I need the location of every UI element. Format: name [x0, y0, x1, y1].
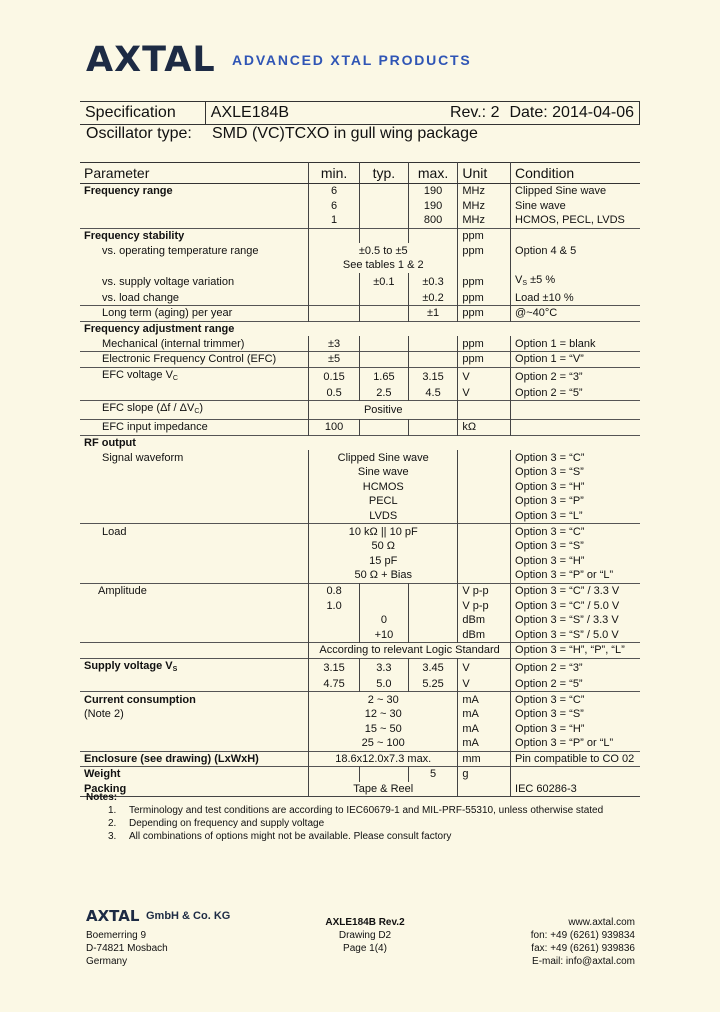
cell: V: [458, 386, 511, 401]
param-stab-load: vs. load change: [80, 291, 309, 306]
cell: mm: [458, 751, 511, 767]
cell: 4.5: [408, 386, 458, 401]
table-row: [80, 539, 640, 554]
cell: ±0.3: [408, 273, 458, 291]
param-efc: Electronic Frequency Control (EFC): [80, 351, 309, 367]
cell: ±3: [309, 336, 360, 351]
company-slogan: ADVANCED XTAL PRODUCTS: [232, 52, 472, 68]
col-unit: Unit: [458, 163, 511, 184]
cell: 190: [408, 199, 458, 214]
cell: Clipped Sine wave: [309, 450, 458, 465]
table-row: [80, 767, 640, 782]
footer-fax: fax: +49 (6261) 939836: [531, 943, 635, 954]
cell: Option 3 = “S” / 5.0 V: [511, 627, 640, 642]
cell: V: [458, 658, 511, 677]
table-row: [80, 367, 640, 386]
footer-company: GmbH & Co. KG: [146, 910, 231, 922]
footer-address-2: D-74821 Mosbach: [86, 943, 168, 954]
table-row: [80, 782, 640, 797]
spec-rev: Rev.: 2: [425, 102, 505, 125]
cell: Option 2 = “5”: [511, 386, 640, 401]
table-row: [80, 509, 640, 524]
footer-tel: fon: +49 (6261) 939834: [530, 930, 635, 941]
col-condition: Condition: [511, 163, 640, 184]
spec-label: Specification: [80, 102, 205, 125]
cell: ppm: [458, 306, 511, 322]
footer-address-3: Germany: [86, 956, 128, 967]
cell: Option 3 = “C” / 5.0 V: [511, 598, 640, 613]
param-stab-temp: vs. operating temperature range: [80, 243, 309, 258]
cell: +10: [360, 627, 409, 642]
osc-label: Oscillator type:: [86, 125, 192, 142]
table-row: [80, 627, 640, 642]
cell: 2 ~ 30: [309, 692, 458, 707]
footer-web[interactable]: www.axtal.com: [568, 917, 635, 928]
param-efc-slope: EFC slope $(\Delta f / \Delta V_C)$: [80, 401, 309, 420]
cell: mA: [458, 736, 511, 751]
cell: Option 3 = “P” or “L”: [511, 736, 640, 751]
table-row: [80, 524, 640, 539]
col-parameter: Parameter: [80, 163, 309, 184]
cell: Option 3 = “H”: [511, 553, 640, 568]
table-row: [80, 243, 640, 258]
cell: Option 3 = “H”: [511, 480, 640, 495]
param-supply-voltage: Supply voltage $V_S$: [80, 658, 309, 677]
cell: 5: [408, 767, 458, 782]
cell: 3.3: [360, 658, 409, 677]
cell: mA: [458, 692, 511, 707]
cell: Tape & Reel: [309, 782, 458, 797]
param-freq-stability: Frequency stability: [80, 228, 309, 243]
cell: mA: [458, 721, 511, 736]
cell: 3.45: [408, 658, 458, 677]
param-load: Load: [80, 524, 309, 539]
footer-doc: AXLE184B Rev.2: [325, 917, 405, 928]
cell: 50 Ω + Bias: [309, 568, 458, 583]
table-row: [80, 213, 640, 228]
cell: Option 2 = “5”: [511, 677, 640, 692]
table-row: [80, 751, 640, 767]
cell: ±0.2: [408, 291, 458, 306]
cell: 0.15: [309, 367, 360, 386]
cell: Option 3 = “P”: [511, 494, 640, 509]
cell: MHz: [458, 213, 511, 228]
cell: kΩ: [458, 420, 511, 436]
cell: 0: [360, 613, 409, 628]
cell: See tables 1 & 2: [309, 258, 458, 273]
table-row: [80, 420, 640, 436]
cell: According to relevant Logic Standard: [309, 643, 511, 659]
cell: Option 3 = “S”: [511, 465, 640, 480]
cell: 6: [309, 199, 360, 214]
cell: ppm: [458, 228, 511, 243]
table-row: [80, 613, 640, 628]
cell: Option 2 = “3”: [511, 658, 640, 677]
cell: [360, 598, 409, 613]
cell: [360, 583, 409, 598]
cell: HCMOS, PECL, LVDS: [511, 213, 640, 228]
table-row: [80, 553, 640, 568]
footer-logo: AXTAL: [86, 907, 140, 925]
col-typ: typ.: [360, 163, 409, 184]
spec-value: AXLE184B: [205, 102, 424, 125]
table-row: [80, 273, 640, 291]
param-freq-range: Frequency range: [80, 184, 309, 199]
table-row: [80, 692, 640, 707]
cell: 4.75: [309, 677, 360, 692]
table-row: [80, 707, 640, 722]
table-header: [80, 163, 640, 184]
param-packing: Packing: [80, 782, 309, 797]
spec-table: [80, 162, 640, 797]
footer-email[interactable]: E-mail: info@axtal.com: [532, 956, 635, 967]
cell: Option 1 = “V”: [511, 351, 640, 367]
cell: Option 3 = “C”: [511, 450, 640, 465]
cell: Option 3 = “S”: [511, 707, 640, 722]
notes-section: [86, 791, 604, 843]
cell: 3.15: [408, 367, 458, 386]
cell: 0.8: [309, 583, 360, 598]
note-item: 2. Depending on frequency and supply voltage: [108, 818, 325, 829]
cell: g: [458, 767, 511, 782]
cell: 15 pF: [309, 553, 458, 568]
col-min: min.: [309, 163, 360, 184]
cell: 1.65: [360, 367, 409, 386]
table-row: [80, 386, 640, 401]
cell: Option 3 = “C”: [511, 692, 640, 707]
param-aging: Long term (aging) per year: [80, 306, 309, 322]
cell: Load ±10 %: [511, 291, 640, 306]
table-row: [80, 568, 640, 583]
cell: Option 3 = “P” or “L”: [511, 568, 640, 583]
spec-date: Date: 2014-04-06: [504, 102, 639, 125]
cell: @~40°C: [511, 306, 640, 322]
cell: 3.15: [309, 658, 360, 677]
cell: PECL: [309, 494, 458, 509]
cell: Option 1 = blank: [511, 336, 640, 351]
notes-title: Notes:: [86, 792, 118, 803]
cell: mA: [458, 707, 511, 722]
cell: V p-p: [458, 598, 511, 613]
table-row: [80, 658, 640, 677]
cell: V: [458, 677, 511, 692]
cell: [309, 627, 360, 642]
table-row: [80, 450, 640, 465]
cell: ±5: [309, 351, 360, 367]
cell: ±0.5 to ±5: [309, 243, 458, 258]
cell: 1: [309, 213, 360, 228]
table-row: [80, 465, 640, 480]
cell: [309, 613, 360, 628]
cell: 2.5: [360, 386, 409, 401]
cell: Positive: [309, 401, 458, 420]
cell: ±0.1: [360, 273, 409, 291]
cell: 15 ~ 50: [309, 721, 458, 736]
cell: 1.0: [309, 598, 360, 613]
cell: 100: [309, 420, 360, 436]
table-row: [80, 351, 640, 367]
cell: V p-p: [458, 583, 511, 598]
table-row: [80, 598, 640, 613]
cell: MHz: [458, 184, 511, 199]
param-efc-impedance: EFC input impedance: [80, 420, 309, 436]
footer-page: Page 1(4): [343, 943, 387, 954]
cell: Option 3 = “L”: [511, 509, 640, 524]
table-row: [80, 643, 640, 659]
cell: $V_S \pm 5$ %: [511, 273, 640, 291]
table-row: [80, 677, 640, 692]
footer-address-1: Boemerring 9: [86, 930, 147, 941]
cell: 5.25: [408, 677, 458, 692]
table-row: [80, 199, 640, 214]
osc-value: SMD (VC)TCXO in gull wing package: [212, 125, 478, 142]
cell: 6: [309, 184, 360, 199]
param-stab-supply: vs. supply voltage variation: [80, 273, 309, 291]
table-row: [80, 721, 640, 736]
table-row: [80, 480, 640, 495]
param-amplitude: Amplitude: [80, 583, 309, 598]
cell: ppm: [458, 291, 511, 306]
table-row: [80, 336, 640, 351]
cell: Option 3 = “H”: [511, 721, 640, 736]
company-logo: AXTAL: [86, 40, 216, 80]
param-current-note: (Note 2): [80, 707, 309, 722]
footer-drawing: Drawing D2: [338, 930, 392, 941]
cell: ppm: [458, 336, 511, 351]
cell: 5.0: [360, 677, 409, 692]
param-mechanical: Mechanical (internal trimmer): [80, 336, 309, 351]
param-signal-waveform: Signal waveform: [80, 450, 309, 465]
param-efc-voltage: EFC voltage $V_C$: [80, 367, 309, 386]
cell: ppm: [458, 351, 511, 367]
cell: 25 ~ 100: [309, 736, 458, 751]
cell: dBm: [458, 627, 511, 642]
cell: Option 3 = “C” / 3.3 V: [511, 583, 640, 598]
param-rf-output: RF output: [80, 435, 640, 450]
spec-header: [80, 101, 640, 125]
table-row: [80, 291, 640, 306]
cell: Clipped Sine wave: [511, 184, 640, 199]
cell: 10 kΩ || 10 pF: [309, 524, 458, 539]
table-row: [80, 184, 640, 199]
table-row: [80, 258, 640, 273]
cell: Option 3 = “S”: [511, 539, 640, 554]
table-row: [80, 401, 640, 420]
cell: HCMOS: [309, 480, 458, 495]
cell: Pin compatible to CO 02: [511, 751, 640, 767]
param-current: Current consumption: [80, 692, 309, 707]
cell: Option 3 = “C”: [511, 524, 640, 539]
cell: ppm: [458, 243, 511, 258]
cell: LVDS: [309, 509, 458, 524]
cell: Sine wave: [309, 465, 458, 480]
table-row: [80, 321, 640, 336]
col-max: max.: [408, 163, 458, 184]
cell: dBm: [458, 613, 511, 628]
cell: 0.5: [309, 386, 360, 401]
table-row: [80, 736, 640, 751]
param-weight: Weight: [80, 767, 309, 782]
table-row: [80, 583, 640, 598]
cell: 50 Ω: [309, 539, 458, 554]
cell: MHz: [458, 199, 511, 214]
cell: Option 4 & 5: [511, 243, 640, 258]
cell: 190: [408, 184, 458, 199]
cell: ±1: [408, 306, 458, 322]
cell: V: [458, 367, 511, 386]
cell: Option 3 = “H”, “P”, “L”: [511, 643, 640, 659]
cell: Option 3 = “S” / 3.3 V: [511, 613, 640, 628]
cell: Sine wave: [511, 199, 640, 214]
cell: 18.6x12.0x7.3 max.: [309, 751, 458, 767]
table-row: [80, 306, 640, 322]
param-enclosure: Enclosure (see drawing) (LxWxH): [80, 751, 309, 767]
table-row: [80, 494, 640, 509]
param-freq-adjustment: Frequency adjustment range: [80, 321, 640, 336]
note-item: 1. Terminology and test conditions are according to IEC60679-1 and MIL-PRF-55310, unless otherwise stated: [108, 805, 604, 816]
cell: Option 2 = “3”: [511, 367, 640, 386]
cell: ppm: [458, 273, 511, 291]
cell: 800: [408, 213, 458, 228]
cell: IEC 60286-3: [511, 782, 640, 797]
note-item: 3. All combinations of options might not be available. Please consult factory: [108, 831, 452, 842]
cell: 12 ~ 30: [309, 707, 458, 722]
table-row: [80, 435, 640, 450]
table-row: [80, 228, 640, 243]
